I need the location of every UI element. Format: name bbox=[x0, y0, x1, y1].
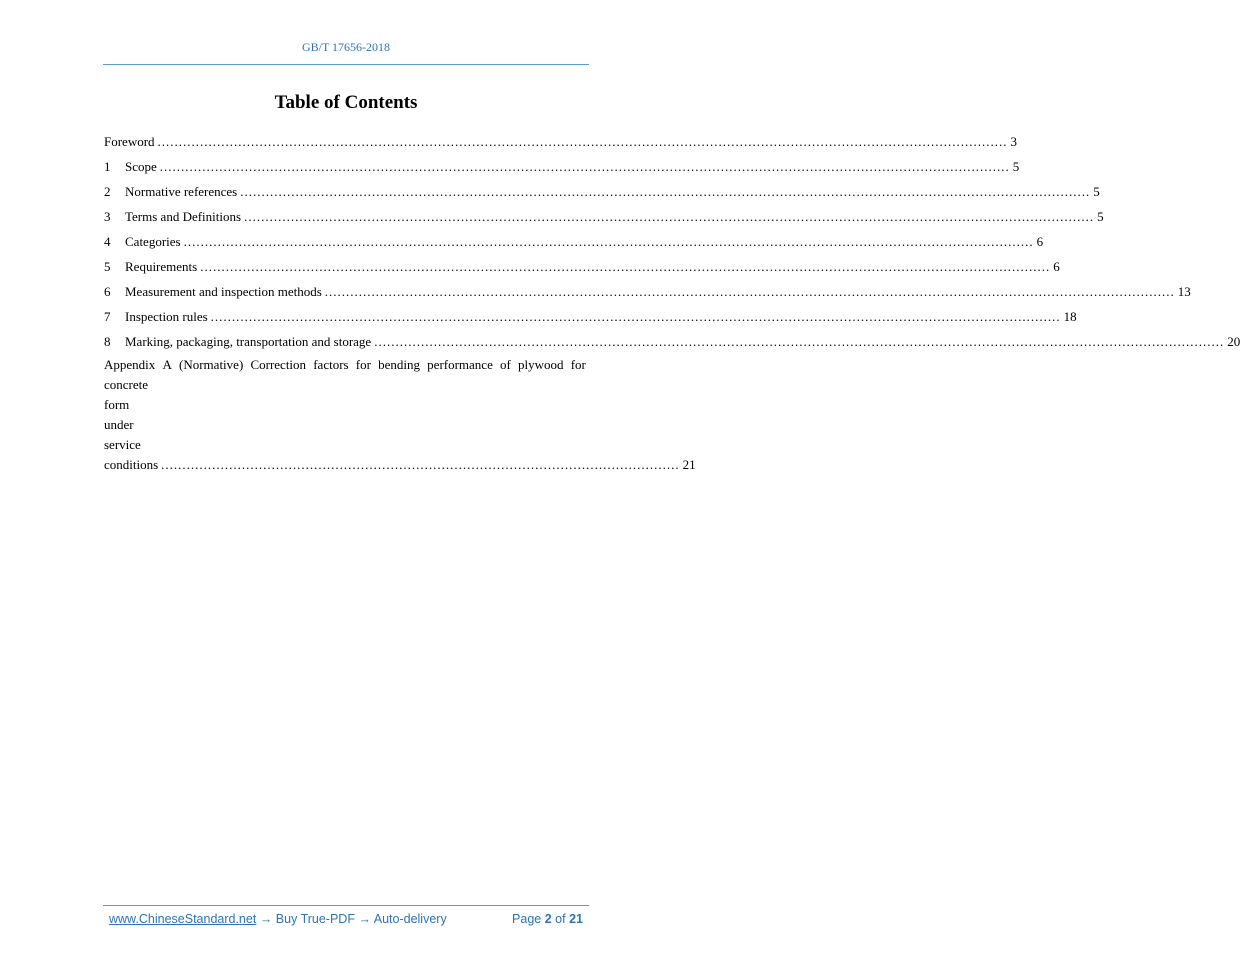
toc-entry[interactable] bbox=[104, 153, 1020, 178]
appendix-title-word: factors bbox=[313, 357, 349, 372]
toc-title: Table of Contents bbox=[274, 92, 418, 113]
toc-page-number: 20 bbox=[1227, 334, 1240, 349]
toc-section-title: Requirements bbox=[125, 259, 198, 274]
auto-delivery-text: Auto-delivery bbox=[373, 912, 447, 926]
toc-page-number: 6 bbox=[1036, 234, 1044, 249]
toc-leader-dots: ........................................................................................................................................................................................................ bbox=[157, 134, 1008, 149]
toc-entry-list bbox=[104, 128, 1240, 353]
toc-page-number: 5 bbox=[1012, 159, 1020, 174]
appendix-title-line1 bbox=[104, 355, 586, 375]
toc-section-number: 5 bbox=[104, 259, 111, 274]
table-of-contents bbox=[104, 128, 1240, 475]
toc-leader-dots: ........................................................................................................................................................................................................ bbox=[210, 309, 1061, 324]
footer-divider bbox=[103, 905, 589, 906]
toc-section-number: 4 bbox=[104, 234, 111, 249]
toc-leader-dots: ........................................................................................................................................................................................................ bbox=[244, 209, 1095, 224]
toc-page-number: 5 bbox=[1093, 184, 1100, 199]
appendix-title-word: Appendix bbox=[104, 357, 156, 372]
page-current: 2 bbox=[544, 912, 552, 926]
document-code-header: GB/T 17656-2018 bbox=[301, 40, 391, 54]
page-total: 21 bbox=[569, 912, 583, 926]
toc-entry[interactable] bbox=[104, 128, 1018, 153]
toc-page-number: 6 bbox=[1053, 259, 1060, 274]
toc-leader-dots: ........................................................................................................................................................................................................ bbox=[324, 284, 1175, 299]
toc-section-number: 1 bbox=[104, 159, 111, 174]
appendix-title-word: of bbox=[500, 357, 511, 372]
page-footer bbox=[109, 912, 583, 926]
footer-promo bbox=[109, 912, 447, 926]
toc-entry[interactable] bbox=[104, 228, 1044, 253]
appendix-title-word: plywood bbox=[518, 357, 564, 372]
toc-entry[interactable] bbox=[104, 328, 1240, 353]
appendix-title-word: Correction bbox=[250, 357, 307, 372]
toc-entry[interactable] bbox=[104, 253, 1060, 278]
toc-section-number: 6 bbox=[104, 284, 111, 299]
toc-section-number: 7 bbox=[104, 309, 111, 324]
appendix-title-line2 bbox=[104, 375, 696, 475]
toc-leader-dots: ........................................................................................................................................................................................................ bbox=[159, 159, 1010, 174]
toc-section-title: Marking, packaging, transportation and storage bbox=[125, 334, 372, 349]
appendix-title-word: for bbox=[570, 357, 586, 372]
toc-leader-dots: ........................................................................................................................................................................................................ bbox=[374, 334, 1225, 349]
toc-leader-dots: ........................................................................................................................................................................................................ bbox=[240, 184, 1091, 199]
toc-section-title: Normative references bbox=[125, 184, 238, 199]
toc-page-number: 5 bbox=[1097, 209, 1104, 224]
toc-section-title: Terms and Definitions bbox=[125, 209, 242, 224]
arrow-right-icon: → bbox=[259, 912, 273, 926]
header-divider bbox=[103, 64, 589, 65]
appendix-title-word: (Normative) bbox=[179, 357, 244, 372]
toc-entry[interactable] bbox=[104, 203, 1104, 228]
appendix-title-word: for bbox=[355, 357, 371, 372]
chinesestandard-link[interactable]: www.ChineseStandard.net bbox=[109, 912, 257, 926]
appendix-title-word: A bbox=[162, 357, 172, 372]
toc-section-number: 8 bbox=[104, 334, 111, 349]
appendix-title-line2-text: concrete form under service conditions bbox=[104, 377, 159, 472]
toc-page-number: 21 bbox=[682, 457, 696, 472]
arrow-right-icon: → bbox=[358, 912, 371, 926]
toc-entry[interactable] bbox=[104, 278, 1191, 303]
toc-leader-dots: ........................................................................................................................................................................................................ bbox=[183, 234, 1034, 249]
toc-section-title: Categories bbox=[125, 234, 181, 249]
toc-section-number: 2 bbox=[104, 184, 111, 199]
toc-page-number: 13 bbox=[1177, 284, 1191, 299]
toc-leader-dots: ........................................................................................................................................................................................................ bbox=[200, 259, 1051, 274]
toc-entry[interactable] bbox=[104, 178, 1100, 203]
toc-section-title: Scope bbox=[125, 159, 157, 174]
toc-section-title: Inspection rules bbox=[125, 309, 208, 324]
toc-page-number: 3 bbox=[1010, 134, 1018, 149]
toc-entry-appendix-a[interactable] bbox=[104, 355, 696, 475]
toc-leader-dots: .......................................................................................................................... bbox=[161, 457, 680, 472]
appendix-title-word: performance bbox=[427, 357, 493, 372]
toc-section-number: 3 bbox=[104, 209, 111, 224]
toc-section-title: Foreword bbox=[104, 134, 155, 149]
toc-page-number: 18 bbox=[1063, 309, 1077, 324]
buy-true-pdf-text: Buy True-PDF bbox=[275, 912, 355, 926]
toc-entry[interactable] bbox=[104, 303, 1077, 328]
page-label: Page bbox=[512, 912, 542, 926]
appendix-title-word: bending bbox=[378, 357, 420, 372]
toc-section-title: Measurement and inspection methods bbox=[125, 284, 322, 299]
page-of: of bbox=[555, 912, 566, 926]
page-indicator bbox=[512, 912, 583, 926]
